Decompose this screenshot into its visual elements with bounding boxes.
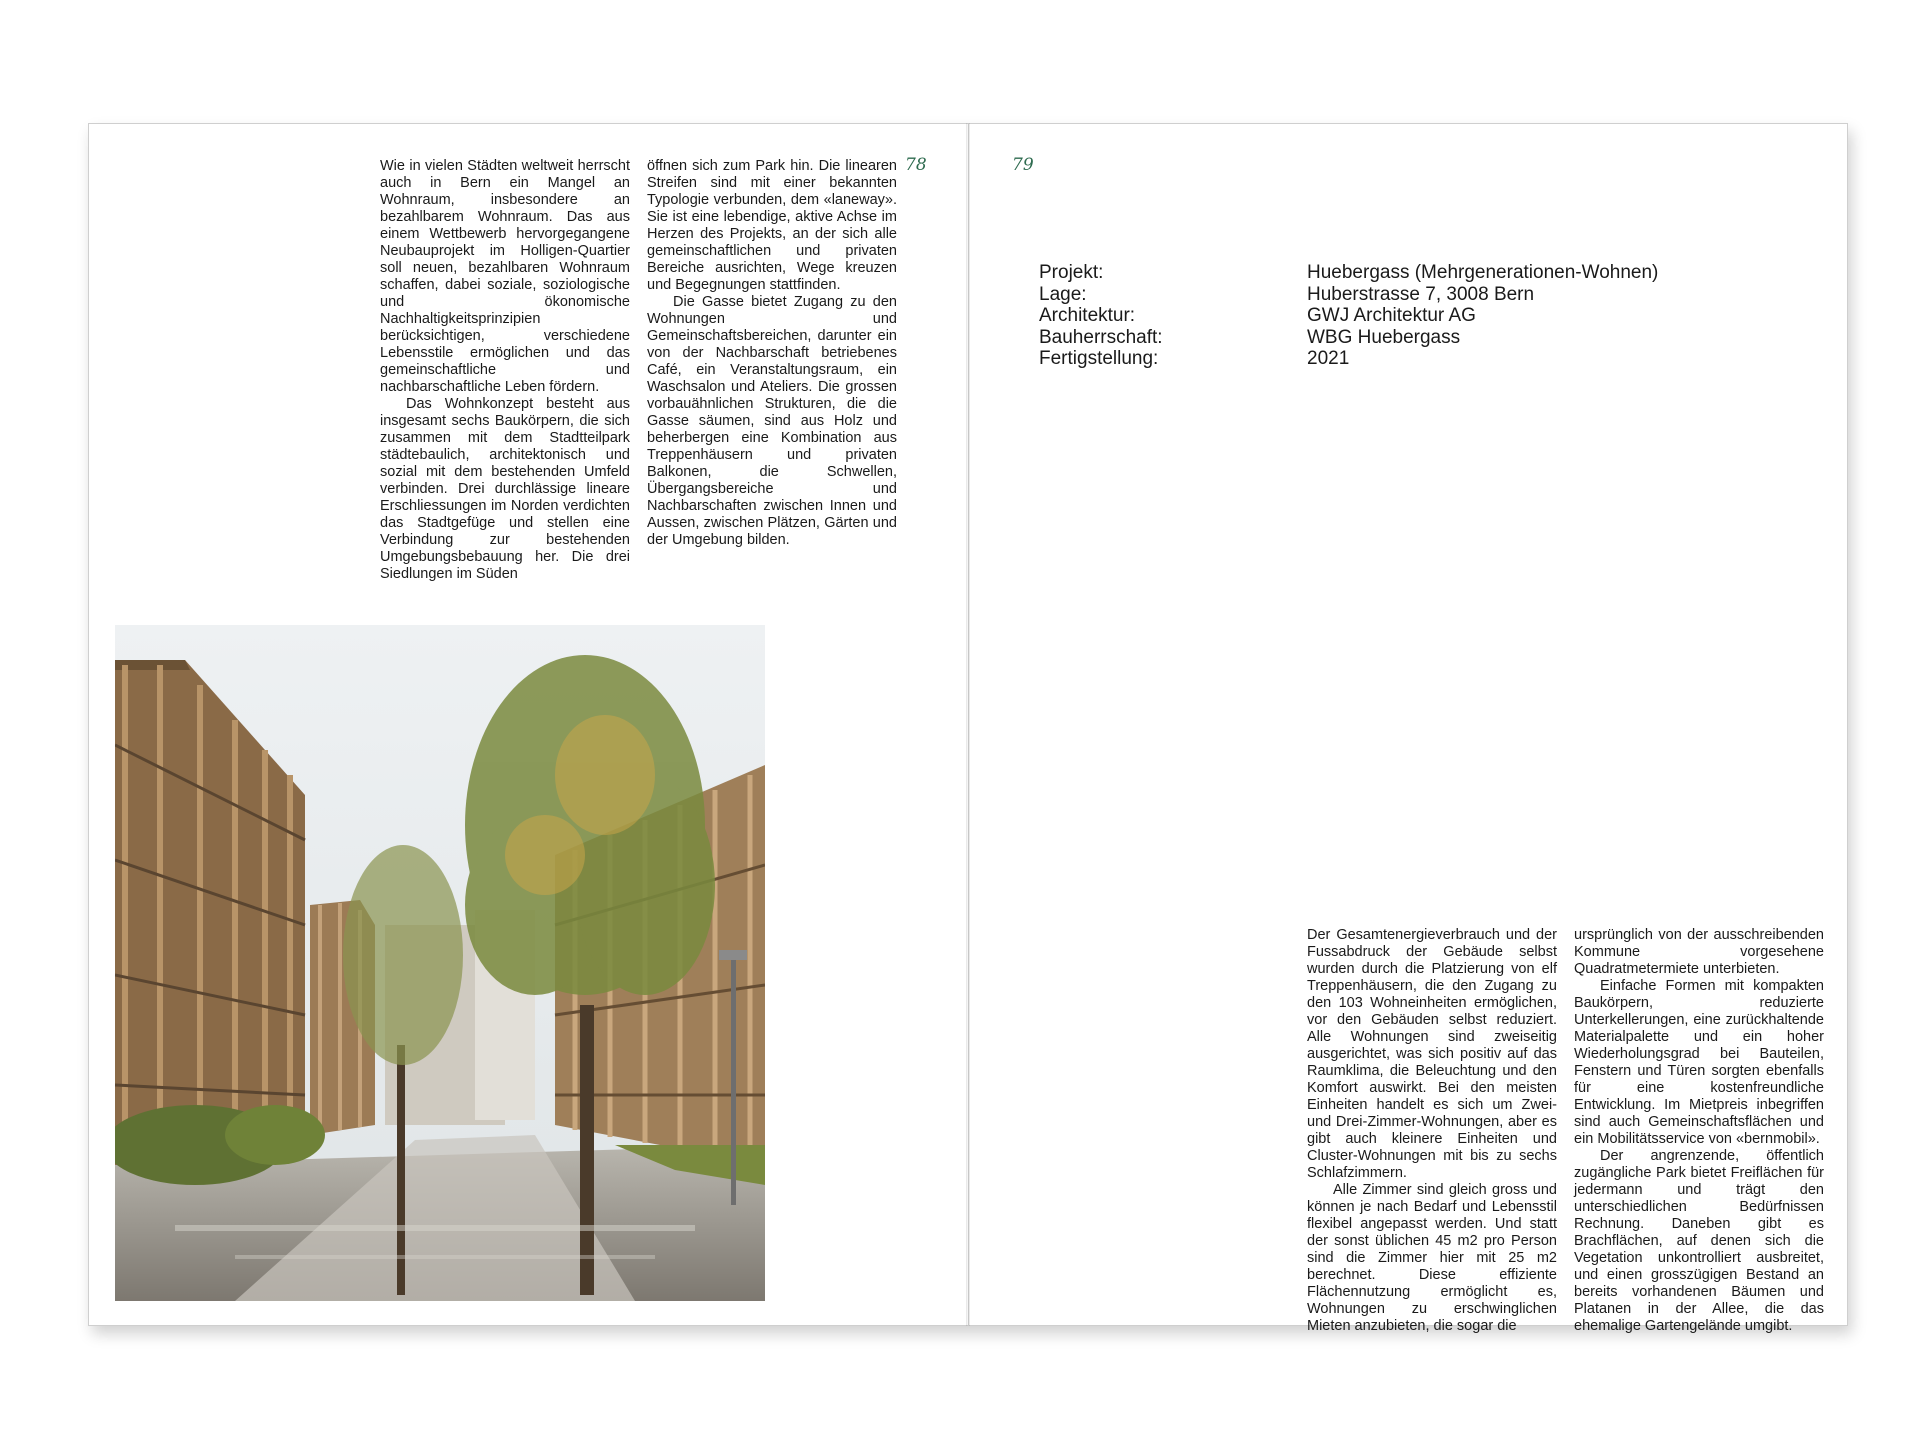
paragraph: Einfache Formen mit kompakten Baukörpern, reduzierte Unterkellerungen, eine zurückhaltende Materialpalette und ein hoher Wiederholungsgrad bei Bauteilen, Fenstern und Türen sorgten ebenfalls für eine kostenfreundliche Entwicklung. Im Mietpreis inbegriffen sind auch Gemeinschaftsflächen und ein Mobilitätsservice von «bernmobil». — [1574, 978, 1824, 1147]
paragraph: Der angrenzende, öffentlich zugängliche Park bietet Freiflächen für jedermann und trägt den unterschiedlichen Bedürfnissen Rechnung. Daneben gibt es Brachflächen, auf denen sich die Vegetation unkontrolliert ausbreitet, und einen grosszügigen Bestand an bereits vorhandenen Bäumen und Platanen in der Allee, die das ehemalige Gartengelände umgibt. — [1574, 1148, 1824, 1334]
project-info-label: Architektur: — [1039, 305, 1136, 326]
project-info-label: Lage: — [1039, 283, 1087, 305]
project-info-row — [1039, 284, 1679, 306]
project-info-label: Fertigstellung: — [1039, 348, 1159, 369]
courtyard-photo — [115, 625, 765, 1301]
project-info-label: Bauherrschaft: — [1039, 326, 1163, 348]
project-info-value: WBG Huebergass — [1307, 326, 1461, 348]
project-info-value: Huebergass (Mehrgenerationen-Wohnen) — [1307, 262, 1659, 283]
left-text-column-1 — [380, 158, 630, 583]
project-info — [1039, 262, 1679, 370]
paragraph: Alle Zimmer sind gleich gross und können je nach Bedarf und Lebensstil flexibel angepasst werden. Und statt der sonst üblichen 45 m2 pro Person sind die Zimmer hier mit 25 m2 berechnet. Diese effiziente Flächennutzung ermöglicht es, Wohnungen zu erschwinglichen Mieten anzubieten, die sogar die — [1307, 1182, 1557, 1334]
right-text-column-2 — [1574, 927, 1824, 1335]
paragraph: ursprünglich von der ausschreibenden Kommune vorgesehene Quadratmetermiete unterbieten. — [1574, 927, 1824, 977]
paragraph: Der Gesamtenergieverbrauch und der Fussabdruck der Gebäude selbst wurden durch die Platzierung von elf Treppenhäusern, die den Zugang zu den 103 Wohneinheiten ermöglichen, vor den Gebäuden selbst reduziert. Alle Wohnungen sind zweiseitig ausgerichtet, was sich positiv auf das Raumklima, die Beleuchtung und den Komfort auswirkt. Bei den meisten Einheiten handelt es sich um Zwei- und Drei-Zimmer-Wohnungen, aber es gibt auch kleinere Einheiten und Cluster-Wohnungen mit bis zu sechs Schlafzimmern. — [1307, 927, 1557, 1181]
project-info-row — [1039, 262, 1679, 284]
project-info-label: Projekt: — [1039, 262, 1104, 283]
paragraph: Wie in vielen Städten weltweit herrscht auch in Bern ein Mangel an Wohnraum, insbesondere an bezahlbarem Wohnraum. Das aus einem Wettbewerb hervorgegangene Neubauprojekt im Holligen-Quartier soll neuen, bezahlbaren Wohnraum schaffen, dabei soziale, soziologische und ökonomische Nachhaltigkeitsprinzipien berücksichtigen, verschiedene Lebensstile ermöglichen und das gemeinschaftliche und nachbarschaftliche Leben fördern. — [380, 158, 630, 395]
project-info-row — [1039, 305, 1679, 327]
left-text-column-2 — [647, 158, 897, 549]
page-number-right: 79 — [1012, 155, 1034, 175]
project-info-value: Huberstrasse 7, 3008 Bern — [1307, 283, 1535, 305]
paragraph: Das Wohnkonzept besteht aus insgesamt sechs Baukörpern, die sich zusammen mit dem Stadtteilpark städtebaulich, architektonisch und sozial mit dem bestehenden Umfeld verbinden. Drei durchlässige lineare Erschliessungen im Norden verdichten das Stadtgefüge und stellen eine Verbindung zur bestehenden Umgebungsbebauung her. Die drei Siedlungen im Süden — [380, 396, 630, 582]
page-number-left: 78 — [905, 155, 927, 175]
project-info-value: GWJ Architektur AG — [1307, 305, 1476, 326]
right-text-column-1 — [1307, 927, 1557, 1335]
project-info-value: 2021 — [1307, 348, 1350, 369]
book-gutter — [966, 123, 970, 1326]
project-info-row — [1039, 327, 1679, 349]
paragraph: Die Gasse bietet Zugang zu den Wohnungen und Gemeinschaftsbereichen, darunter ein von der Nachbarschaft betriebenes Café, ein Veranstaltungsraum, ein Waschsalon und Ateliers. Die grossen vorbauähnlichen Strukturen, die die Gasse säumen, sind aus Holz und beherbergen eine Kombination aus Treppenhäusern und privaten Balkonen, die Schwellen, Übergangsbereiche und Nachbarschaften zwischen Innen und Aussen, zwischen Plätzen, Gärten und der Umgebung bilden. — [647, 294, 897, 548]
paragraph: öffnen sich zum Park hin. Die linearen Streifen sind mit einer bekannten Typologie verbunden, dem «laneway». Sie ist eine lebendige, aktive Achse im Herzen des Projekts, an der sich alle gemeinschaftlichen und privaten Bereiche ausrichten, Wege kreuzen und Begegnungen stattfinden. — [647, 158, 897, 293]
project-info-row — [1039, 348, 1679, 370]
